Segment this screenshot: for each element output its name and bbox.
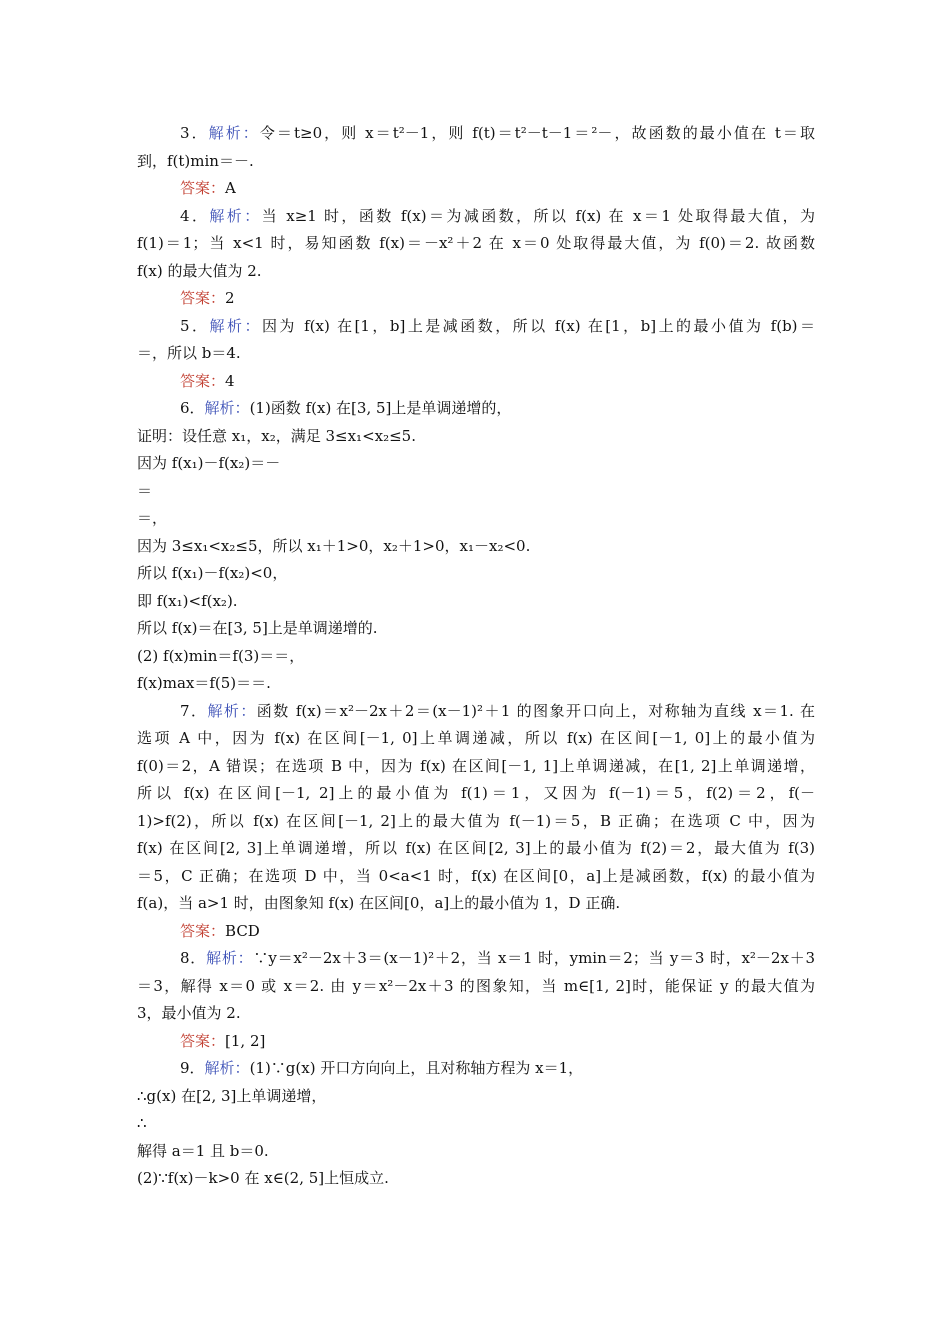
line-text: 证明：设任意 x₁，x₂，满足 3≤x₁<x₂≤5. (137, 426, 416, 445)
text-line (137, 588, 815, 616)
text-line (137, 258, 815, 286)
line-text: 到，f(t)min＝－. (137, 151, 254, 170)
analysis-label: 解析： (208, 124, 260, 142)
text-line (137, 725, 815, 753)
line-text: ＝ (137, 481, 153, 500)
line-text: 令＝t≥0，则 x＝t²－1，则 f(t)＝t²－t－1＝²－，故函数的最小值在 t＝取 (259, 124, 815, 142)
answer-label: 答案： (180, 179, 226, 197)
problem-number: 7． (180, 701, 208, 720)
line-text: 函数 f(x)＝x²－2x＋2＝(x－1)²＋1 的图象开口向上，对称轴为直线 x＝1. 在 (256, 701, 815, 720)
line-text: 因为 f(x₁)－f(x₂)＝－ (137, 454, 281, 472)
line-text: f(a)，当 a>1 时，由图象知 f(x) 在区间[0，a]上的最小值为 1，D 正确. (137, 894, 621, 912)
problem-number: 3． (180, 124, 209, 142)
text-line (137, 1138, 815, 1166)
text-line (137, 863, 815, 891)
line-text: (1)∵g(x) 开口方向向上，且对称轴方程为 x＝1， (249, 1059, 584, 1077)
line-text: ＝5，C 正确；在选项 D 中，当 0<a<1 时，f(x) 在区间[0，a]上是减函数，f(x) 的最小值为 (137, 866, 815, 885)
line-text: (1)函数 f(x) 在[3, 5]上是单调递增的， (249, 399, 512, 417)
line-text: A (225, 179, 236, 197)
line-text: 所以 f(x) 在区间[－1, 2]上的最小值为 f(1)＝1，又因为 f(－1)＝5，f(2)＝2，f(－ (137, 784, 815, 802)
analysis-label: 解析： (204, 1059, 250, 1077)
line-text: f(x) 的最大值为 2. (137, 261, 262, 280)
text-line (137, 1000, 815, 1028)
text-line (137, 203, 815, 231)
solution-text (137, 120, 815, 1193)
text-line (137, 285, 815, 313)
text-line (137, 808, 815, 836)
line-text: 3，最小值为 2. (137, 1004, 241, 1022)
line-text: f(x) 在区间[2, 3]上单调递增，所以 f(x) 在区间[2, 3]上的最小值为 f(2)＝2，最大值为 f(3) (137, 839, 815, 857)
text-line (137, 148, 815, 176)
line-text: ∴g(x) 在[2, 3]上单调递增， (137, 1086, 327, 1105)
text-line (137, 1028, 815, 1056)
text-line (137, 478, 815, 506)
line-text: ∴ (137, 1114, 147, 1132)
line-text: ＝3，解得 x＝0 或 x＝2. 由 y＝x²－2x＋3 的图象知，当 m∈[1, 2]时，能保证 y 的最大值为 (137, 976, 815, 995)
text-line (137, 973, 815, 1001)
line-text: (2) f(x)min＝f(3)＝＝， (137, 646, 305, 665)
problem-number: 4． (180, 206, 210, 225)
text-line (137, 1083, 815, 1111)
text-line (137, 1055, 815, 1083)
analysis-label: 解析： (207, 701, 257, 720)
line-text: 2 (225, 289, 235, 307)
text-line (137, 670, 815, 698)
line-text: 因为 3≤x₁<x₂≤5，所以 x₁＋1>0，x₂＋1>0，x₁－x₂<0. (137, 536, 531, 555)
text-line (137, 313, 815, 341)
text-line (137, 175, 815, 203)
line-text: BCD (225, 921, 260, 940)
line-text: ∵y＝x²－2x＋3＝(x－1)²＋2，当 x＝1 时，ymin＝2；当 y＝3 时，x²－2x＋3 (253, 949, 815, 967)
line-text: 所以 f(x)＝在[3, 5]上是单调递增的. (137, 619, 378, 637)
text-line (137, 918, 815, 946)
line-text: ＝， (137, 509, 168, 527)
problem-number: 8． (180, 949, 207, 967)
analysis-label: 解析： (206, 949, 254, 967)
line-text: f(x)max＝f(5)＝＝. (137, 674, 271, 692)
text-line (137, 423, 815, 451)
text-line (137, 945, 815, 973)
answer-label: 答案： (180, 921, 226, 940)
line-text: [1, 2] (225, 1031, 266, 1050)
line-text: (2)∵f(x)－k>0 在 x∈(2, 5]上恒成立. (137, 1169, 389, 1187)
text-line (137, 780, 815, 808)
text-line (137, 1110, 815, 1138)
answer-label: 答案： (180, 371, 226, 390)
line-text: 所以 f(x₁)－f(x₂)<0， (137, 564, 288, 582)
text-line (137, 615, 815, 643)
analysis-label: 解析： (204, 399, 250, 417)
analysis-label: 解析： (209, 316, 262, 335)
text-line (137, 368, 815, 396)
text-line (137, 120, 815, 148)
text-line (137, 560, 815, 588)
problem-number: 5． (180, 316, 210, 335)
line-text: f(1)＝1；当 x<1 时，易知函数 f(x)＝－x²＋2 在 x＝0 处取得最大值，为 f(0)＝2. 故函数 (137, 234, 815, 252)
text-line (137, 395, 815, 423)
text-line (137, 1165, 815, 1193)
text-line (137, 230, 815, 258)
text-line (137, 890, 815, 918)
line-text: 当 x≥1 时，函数 f(x)＝为减函数，所以 f(x) 在 x＝1 处取得最大值，为 (261, 206, 815, 225)
text-line (137, 643, 815, 671)
text-line (137, 450, 815, 478)
problem-number: 9． (180, 1059, 205, 1077)
text-line (137, 533, 815, 561)
text-line (137, 505, 815, 533)
line-text: 选项 A 中，因为 f(x) 在区间[－1, 0]上单调递减，所以 f(x) 在区间[－1, 0]上的最小值为 (137, 729, 815, 747)
analysis-label: 解析： (209, 206, 262, 225)
problem-number: 6． (180, 399, 205, 417)
text-line (137, 753, 815, 781)
answer-label: 答案： (180, 289, 226, 307)
text-line (137, 835, 815, 863)
line-text: 4 (225, 371, 235, 390)
line-text: 1)>f(2)，所以 f(x) 在区间[－1, 2]上的最大值为 f(－1)＝5，B 正确；在选项 C 中，因为 (137, 811, 815, 830)
text-line (137, 698, 815, 726)
line-text: 解得 a＝1 且 b＝0. (137, 1141, 269, 1160)
line-text: f(0)＝2，A 错误；在选项 B 中，因为 f(x) 在区间[－1, 1]上单调递减，在[1, 2]上单调递增， (137, 756, 815, 775)
line-text: 即 f(x₁)<f(x₂). (137, 591, 238, 610)
text-line (137, 340, 815, 368)
line-text: 因为 f(x) 在[1，b]上是减函数，所以 f(x) 在[1，b]上的最小值为 f(b)＝ (261, 316, 815, 335)
line-text: ＝，所以 b＝4. (137, 344, 241, 362)
answer-label: 答案： (180, 1031, 226, 1050)
